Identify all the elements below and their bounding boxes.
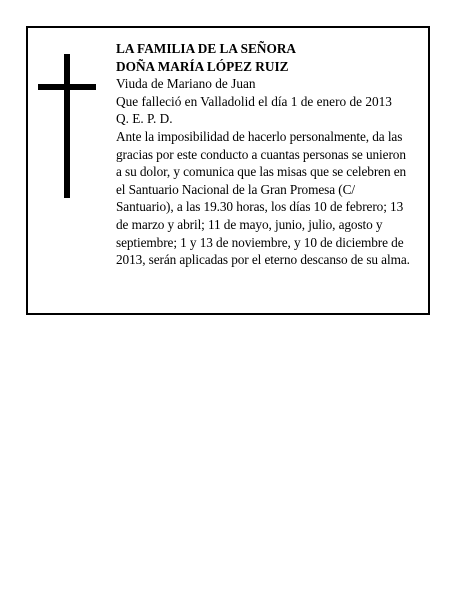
body-line: Santuario), a las 19.30 horas, los días 10 de febrero; 13 xyxy=(116,199,404,215)
body-line: el Santuario Nacional de la Gran Promesa (C/ xyxy=(116,181,355,197)
body-line: de marzo y abril; 11 de mayo, junio, julio, agosto y xyxy=(116,216,383,232)
obituary-notice xyxy=(26,26,430,315)
qepd-line: Q. E. P. D. xyxy=(116,111,173,127)
heading-family-line: LA FAMILIA DE LA SEÑORA xyxy=(116,41,297,56)
cross-icon xyxy=(38,54,96,198)
cross-horizontal-bar xyxy=(38,84,96,90)
body-line: 2013, serán aplicadas por el eterno descanso de su alma. xyxy=(116,252,410,268)
body-line: Ante la imposibilidad de hacerlo personalmente, da las xyxy=(116,128,403,144)
body-line: gracias por este conducto a cuantas personas se unieron xyxy=(116,146,406,162)
widow-line: Viuda de Mariano de Juan xyxy=(116,76,256,92)
notice-text xyxy=(116,40,426,269)
heading-name-line: DOÑA MARÍA LÓPEZ RUIZ xyxy=(116,58,289,74)
death-line: Que falleció en Valladolid el día 1 de enero de 2013 xyxy=(116,93,392,109)
body-line: a su dolor, y comunica que las misas que se celebren en xyxy=(116,164,407,180)
cross-vertical-bar xyxy=(64,54,70,198)
body-line: septiembre; 1 y 13 de noviembre, y 10 de diciembre de xyxy=(116,234,404,250)
